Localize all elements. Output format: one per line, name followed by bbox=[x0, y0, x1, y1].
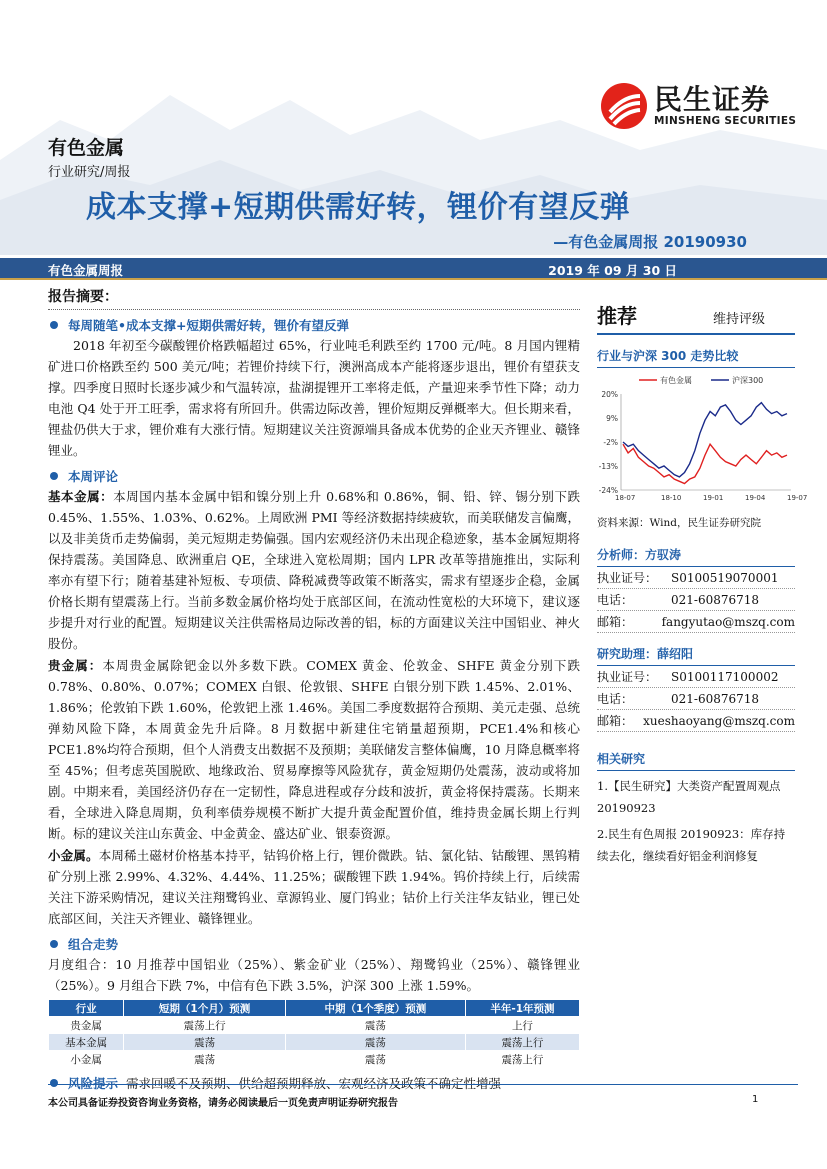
report-subtitle: —有色金属周报 20190930 bbox=[553, 233, 747, 251]
minor-metals-paragraph: 小金属。本周稀土磁材价格基本持平，钴钨价格上行，锂价微跌。钴、氯化钴、钴酸锂、黑钨精矿分别上涨 2.99%、4.32%、4.44%、11.25%；碳酸锂下跌 1.94%。钨价持续上行，后续需关注下游采购情况，建议关注翔鹭钨业、章源钨业、厦门钨业；钴价上行关注华友钴业，锂已处底部区间，关注天齐锂业、赣锋锂业。 bbox=[48, 848, 580, 926]
base-metals-label: 基本金属： bbox=[48, 489, 114, 504]
table-cell: 震荡上行 bbox=[465, 1051, 579, 1068]
related-list bbox=[597, 775, 795, 867]
precious-metals-label: 贵金属： bbox=[48, 658, 103, 673]
section-weekly-comment-heading: 本周评论 bbox=[48, 467, 580, 485]
x-tick-label: 18-10 bbox=[661, 494, 682, 502]
chart-heading: 行业与沪深 300 走势比较 bbox=[597, 347, 795, 368]
brand-name-cn: 民生证券 bbox=[654, 83, 771, 116]
analyst-license: 执业证号： S0100519070001 bbox=[597, 567, 795, 589]
table-cell: 震荡 bbox=[285, 1034, 465, 1051]
risk-warning bbox=[48, 1074, 580, 1092]
table-row bbox=[49, 1034, 580, 1051]
trend-chart bbox=[597, 372, 808, 511]
sidebar bbox=[597, 300, 808, 871]
main-content bbox=[48, 286, 580, 1092]
brand-logo bbox=[600, 82, 796, 130]
risk-label: 风险提示 bbox=[68, 1076, 119, 1091]
footer-disclaimer: 本公司具备证券投资咨询业务资格，请务必阅读最后一页免责声明证券研究报告 bbox=[48, 1098, 398, 1109]
related-heading: 相关研究 bbox=[597, 750, 795, 771]
analyst-heading: 分析师：方驭涛 bbox=[597, 546, 795, 567]
trend-chart-svg bbox=[597, 372, 808, 507]
table-cell: 上行 bbox=[465, 1017, 579, 1034]
bullet-icon bbox=[50, 472, 58, 480]
table-cell: 震荡 bbox=[124, 1051, 286, 1068]
table-cell: 震荡 bbox=[124, 1034, 286, 1051]
assistant-email: 邮箱： xueshaoyang@mszq.com bbox=[597, 710, 795, 732]
bar-date: 2019 年 09 月 30 日 bbox=[548, 263, 677, 278]
risk-text: 需求回暖不及预期、供给超预期释放、宏观经济及政策不确定性增强 bbox=[126, 1076, 502, 1091]
assistant-license: 执业证号： S0100117100002 bbox=[597, 666, 795, 688]
legend-label: 沪深300 bbox=[732, 376, 764, 385]
table-cell: 震荡 bbox=[285, 1017, 465, 1034]
table-header-cell: 行业 bbox=[49, 1000, 124, 1017]
report-type: 行业研究/周报 bbox=[48, 165, 131, 180]
section-portfolio-heading: 组合走势 bbox=[48, 935, 580, 953]
assistant-heading: 研究助理：薛绍阳 bbox=[597, 645, 795, 666]
table-cell: 基本金属 bbox=[49, 1034, 124, 1051]
y-tick-label: 20% bbox=[601, 390, 618, 399]
table-cell: 震荡 bbox=[285, 1051, 465, 1068]
table-cell: 震荡上行 bbox=[124, 1017, 286, 1034]
precious-metals-paragraph: 贵金属：本周贵金属除钯金以外多数下跌。COMEX 黄金、伦敦金、SHFE 黄金分别下跌 0.78%、0.80%、0.07%；COMEX 白银、伦敦银、SHFE 白银分别下跌 1.45%、2.01%、1.86%；伦敦铂下跌 1.60%，伦敦钯上涨 1.46%。美国二季度数据符合预期、美元走强、总统弹劾风险下降，本周黄金先升后降。8 月数据中新建住宅销量超预期，PCE1.4%和核心 PCE1.8%均符合预期，但个人消费支出数据不及预期；美联储发言整体偏鹰，10 月降息概率将至 45%；但考虑英国脱欧、地缘政治、贸易摩擦等风险犹存，黄金短期仍处震荡，波动或将加剧。中期来看，美国经济仍存在一定韧性，降息进程或存分歧和波折，黄金将保持震荡。长期来看，全球进入降息周期，负利率债券规模不断扩大提升黄金配置价值，维持贵金属长期上行判断。标的建议关注山东黄金、中金黄金、盛达矿业、银泰资源。 bbox=[48, 658, 580, 841]
title-bar bbox=[0, 258, 827, 280]
assistant-email-link[interactable]: xueshaoyang@mszq.com bbox=[643, 713, 795, 728]
series-line bbox=[623, 444, 787, 483]
rating-block bbox=[597, 300, 795, 335]
bar-report-name: 有色金属周报 bbox=[48, 263, 124, 278]
analyst-phone: 电话： 021-60876718 bbox=[597, 589, 795, 611]
brand-name-en: MINSHENG SECURITIES bbox=[654, 115, 797, 127]
x-tick-label: 19-01 bbox=[703, 494, 724, 502]
section-weekly-essay-heading: 每周随笔•成本支撑+短期供需好转，锂价有望反弹 bbox=[48, 316, 580, 334]
bullet-icon bbox=[50, 321, 58, 329]
y-tick-label: 9% bbox=[606, 414, 618, 423]
assistant-phone: 电话： 021-60876718 bbox=[597, 688, 795, 710]
y-tick-label: -13% bbox=[598, 462, 618, 471]
page-number: 1 bbox=[752, 1094, 759, 1105]
table-row bbox=[49, 1017, 580, 1034]
table-cell: 震荡上行 bbox=[465, 1034, 579, 1051]
portfolio-text: 月度组合：10 月推荐中国铝业（25%）、紫金矿业（25%）、翔鹭钨业（25%）、赣锋锂业（25%）。9 月组合下跌 7%，中信有色下跌 3.5%，沪深 300 上涨 1.59%。 bbox=[48, 957, 580, 993]
table-header-cell: 半年-1年预测 bbox=[465, 1000, 579, 1017]
table-header-row bbox=[49, 1000, 580, 1017]
table-header-cell: 中期（1个季度）预测 bbox=[285, 1000, 465, 1017]
footer-divider bbox=[48, 1084, 798, 1085]
table-header-cell: 短期（1个月）预测 bbox=[124, 1000, 286, 1017]
x-tick-label: 18-07 bbox=[615, 494, 636, 502]
report-title: 成本支撑+短期供需好转，锂价有望反弹 bbox=[86, 190, 631, 225]
related-item[interactable]: 2.民生有色周报 20190923：库存持续去化，继续看好铝金利润修复 bbox=[597, 827, 786, 863]
x-tick-label: 19-07 bbox=[787, 494, 808, 502]
x-tick-label: 19-04 bbox=[745, 494, 766, 502]
analyst-email: 邮箱： fangyutao@mszq.com bbox=[597, 611, 795, 633]
rating-maintain: 维持评级 bbox=[712, 312, 765, 327]
related-item[interactable]: 1.【民生研究】大类资产配置周观点 20190923 bbox=[597, 779, 781, 815]
bullet-icon bbox=[50, 940, 58, 948]
rating-recommend: 推荐 bbox=[597, 304, 637, 328]
legend-label: 有色金属 bbox=[660, 376, 692, 385]
table-row bbox=[49, 1051, 580, 1068]
bullet-icon bbox=[50, 1079, 58, 1087]
y-tick-label: -2% bbox=[603, 438, 618, 447]
weekly-essay-text: 2018 年初至今碳酸锂价格跌幅超过 65%，行业吨毛利跌至约 1700 元/吨。8 月国内锂精矿进口价格跌至约 500 美元/吨；若锂价持续下行，澳洲高成本产能将逐步退出，锂价有望获支撑。四季度日照时长逐步减少和气温转凉，盐湖提锂开工率将走低，产量迎来季节性下降；动力电池 Q4 处于开工旺季，需求将有所回升。供需边际改善，锂价短期反弹概率大。但长期来看，锂盐仍供大于求，锂价难有大涨行情。短期建议关注资源端具备成本优势的企业天齐锂业、赣锋锂业。 bbox=[48, 338, 580, 458]
summary-heading: 报告摘要： bbox=[48, 286, 580, 310]
sector-label: 有色金属 bbox=[48, 137, 125, 159]
base-metals-paragraph: 基本金属：本周国内基本金属中铝和镍分别上升 0.68%和 0.86%，铜、铅、锌、锡分别下跌 0.45%、1.55%、1.03%、0.62%。上周欧洲 PMI 等经济数据持续疲软，而美联储发言偏鹰，以及非美货币走势偏弱，美元短期走势偏强。国内宏观经济仍未出现企稳迹象，基本金属短期将保持震荡。美国降息、欧洲重启 QE，全球进入宽松周期；国内 LPR 改革等措施推出，实际利率亦有望下行；随着基建补短板、专项债、降税减费等政策不断落实，需求有望逐步企稳，金属价格长期有望震荡上行。当前多数金属价格均处于底部区间，在流动性宽松的大环境下，建议逐步提升对行业的配置。短期建议关注供需格局边际改善的铝，标的方面建议关注中国铝业、神火股份。 bbox=[48, 489, 580, 651]
analyst-email-link[interactable]: fangyutao@mszq.com bbox=[661, 614, 795, 629]
table-cell: 贵金属 bbox=[49, 1017, 124, 1034]
forecast-table bbox=[48, 999, 580, 1068]
chart-source: 资料来源：Wind，民生证券研究院 bbox=[597, 517, 761, 529]
y-tick-label: -24% bbox=[598, 486, 618, 495]
minor-metals-label: 小金属。 bbox=[48, 848, 99, 863]
minsheng-logo-icon bbox=[600, 82, 648, 130]
table-cell: 小金属 bbox=[49, 1051, 124, 1068]
